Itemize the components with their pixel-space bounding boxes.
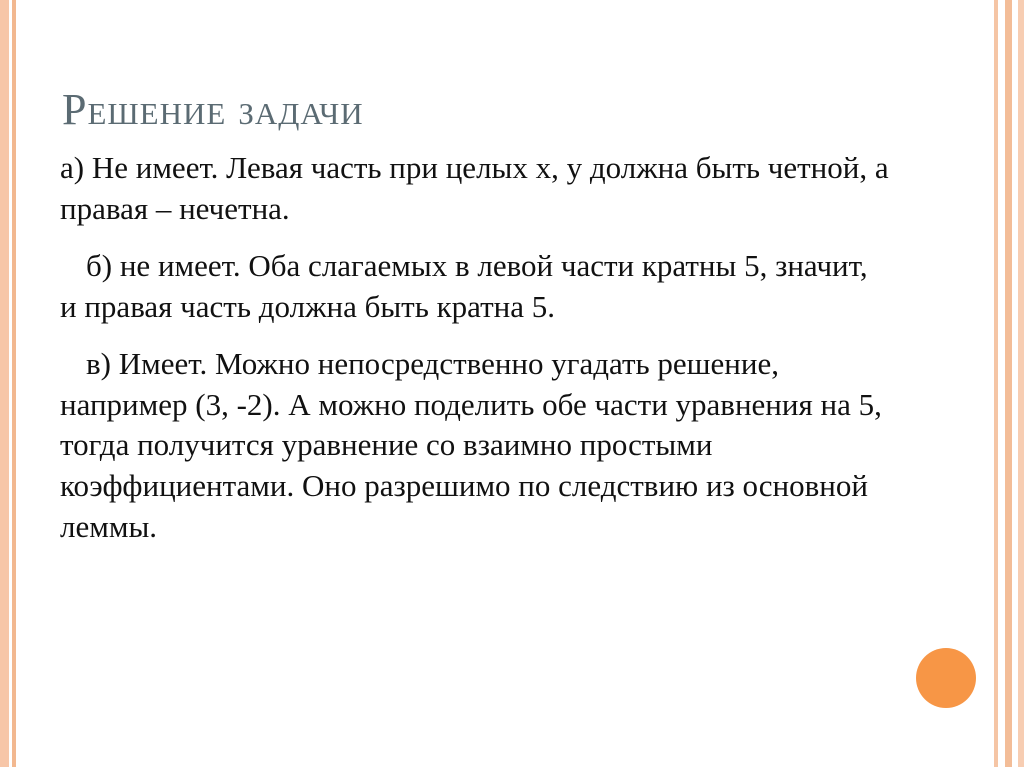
accent-circle-decoration xyxy=(916,648,976,708)
right-decorative-bar-b xyxy=(1005,0,1012,767)
left-decorative-bar-inner xyxy=(12,0,16,767)
paragraph-a: а) Не имеет. Левая часть при целых x, y должна быть четной, а правая – нечетна. xyxy=(60,150,889,226)
paragraph-b: б) не имеет. Оба слагаемых в левой части кратны 5, значит, и правая часть должна быть кратна 5. xyxy=(60,247,868,324)
paragraph-v: в) Имеет. Можно непосредственно угадать решение, например (3, -2). А можно поделить обе части уравнения на 5, тогда получится уравнение со взаимно простыми коэффициентами. Оно разрешимо по следствию из основной леммы. xyxy=(60,345,882,545)
right-decorative-bar-c xyxy=(1018,0,1024,767)
slide-title: Решение задачи xyxy=(62,85,364,134)
left-decorative-bar-outer xyxy=(0,0,9,767)
slide-body xyxy=(60,148,890,554)
right-decorative-bar-a xyxy=(994,0,998,767)
